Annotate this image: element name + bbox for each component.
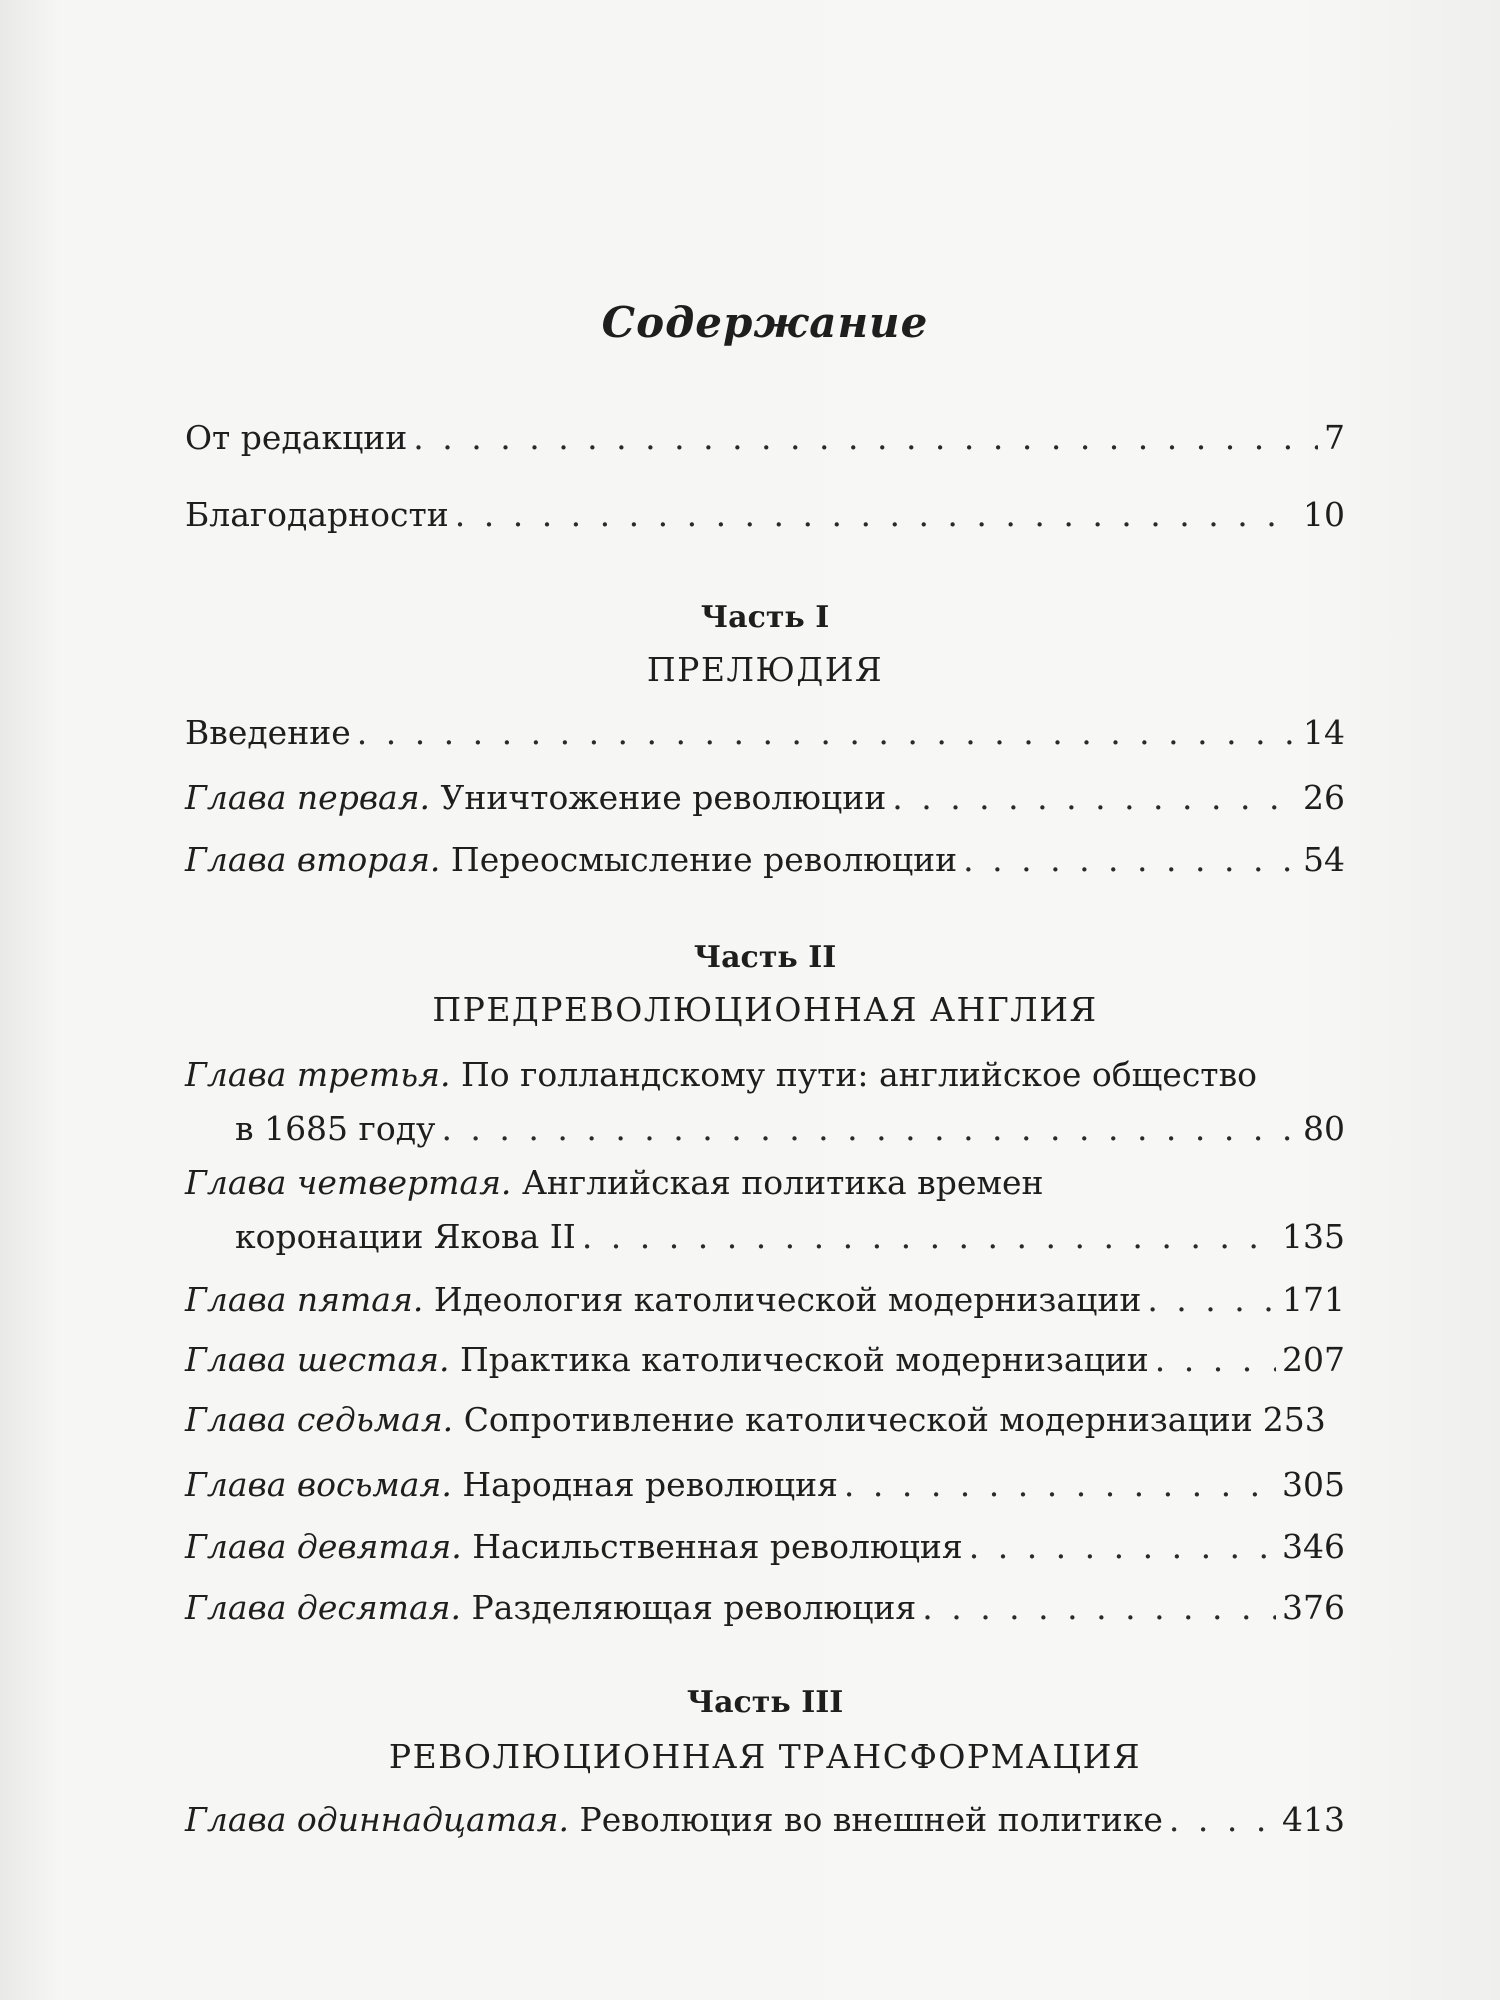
- leader-dots: [582, 1217, 1276, 1257]
- page-number: 14: [1303, 713, 1345, 752]
- toc-entry: [185, 778, 1345, 818]
- toc-entry-text: От редакции: [185, 418, 408, 457]
- toc-entry-text: [185, 1340, 1149, 1380]
- toc-entry: [185, 1055, 1345, 1149]
- toc-entry-text: [185, 778, 886, 818]
- leader-dots: [413, 418, 1318, 458]
- leader-dots: [1147, 1280, 1276, 1320]
- page-number: 376: [1282, 1588, 1345, 1627]
- part-label: Часть III: [686, 1685, 844, 1720]
- part-title: ПРЕЛЮДИЯ: [646, 650, 884, 689]
- page-number: 135: [1282, 1217, 1345, 1256]
- chapter-label: Глава одиннадцатая.: [185, 1800, 570, 1839]
- part-label: Часть II: [693, 940, 837, 975]
- toc-entry-text: [185, 1400, 1253, 1440]
- toc-entry: [185, 1163, 1345, 1257]
- toc-entry: [185, 713, 1345, 753]
- leader-dots: [441, 1109, 1297, 1149]
- page-number: 10: [1303, 495, 1345, 534]
- leader-dots: [1155, 1340, 1276, 1380]
- toc-entry: [185, 1800, 1345, 1840]
- part-title: ПРЕДРЕВОЛЮЦИОННАЯ АНГЛИЯ: [432, 990, 1098, 1029]
- chapter-label: Глава десятая.: [185, 1588, 461, 1627]
- page-number: 80: [1303, 1109, 1345, 1148]
- leader-dots: [1169, 1800, 1276, 1840]
- chapter-label: Глава восьмая.: [185, 1465, 452, 1504]
- toc-entry-text: [185, 1527, 963, 1567]
- page-number: 26: [1303, 778, 1345, 817]
- page-number: 171: [1282, 1280, 1345, 1319]
- chapter-title: Насильственная революция: [472, 1527, 963, 1566]
- chapter-title: Сопротивление католической модернизации: [463, 1400, 1253, 1439]
- chapter-label: Глава вторая.: [185, 840, 441, 879]
- chapter-title: Разделяющая революция: [471, 1588, 917, 1627]
- toc-entry-editorial: [185, 418, 1345, 458]
- toc-entry: [185, 840, 1345, 880]
- chapter-label: Глава девятая.: [185, 1527, 462, 1566]
- toc-entry: [185, 1340, 1345, 1380]
- chapter-title-continued: коронации Якова II: [235, 1217, 576, 1256]
- toc-title: Содержание: [601, 298, 929, 347]
- page-number: 413: [1282, 1800, 1345, 1839]
- toc-entry: [185, 1527, 1345, 1567]
- leader-dots: [455, 495, 1297, 535]
- toc-entry-text: [185, 1280, 1141, 1320]
- leader-dots: [969, 1527, 1276, 1567]
- toc-entry-text: Введение: [185, 713, 351, 752]
- toc-entry-text: [185, 1588, 916, 1628]
- part-title: РЕВОЛЮЦИОННАЯ ТРАНСФОРМАЦИЯ: [388, 1737, 1142, 1776]
- chapter-label: Глава пятая.: [185, 1280, 424, 1319]
- chapter-title: По голландскому пути: английское общество: [460, 1055, 1258, 1094]
- toc-entry-text: [185, 840, 957, 880]
- toc-entry-text: [185, 1465, 838, 1505]
- page-number: 346: [1282, 1527, 1345, 1566]
- leader-dots: [922, 1588, 1276, 1628]
- chapter-label: Глава седьмая.: [185, 1400, 454, 1439]
- toc-entry: [185, 1400, 1345, 1440]
- chapter-title: Практика католической модернизации: [459, 1340, 1149, 1379]
- chapter-label: Глава третья.: [185, 1055, 451, 1094]
- chapter-label: Глава первая.: [185, 778, 431, 817]
- toc-entry: [185, 1280, 1345, 1320]
- chapter-label: Глава шестая.: [185, 1340, 450, 1379]
- chapter-label: Глава четвертая.: [185, 1163, 512, 1202]
- chapter-title-continued: в 1685 году: [235, 1109, 436, 1148]
- toc-entry: [185, 1588, 1345, 1628]
- chapter-title: Английская политика времен: [521, 1163, 1044, 1202]
- page-number: 207: [1282, 1340, 1345, 1379]
- chapter-title: Народная революция: [462, 1465, 838, 1504]
- page-number: 54: [1303, 840, 1345, 879]
- chapter-title: Революция во внешней политике: [579, 1800, 1163, 1839]
- part-label: Часть I: [700, 600, 830, 635]
- toc-entry-text: Благодарности: [185, 495, 449, 534]
- chapter-title: Идеология католической модернизации: [433, 1280, 1142, 1319]
- chapter-title: Переосмысление революции: [450, 840, 958, 879]
- page-number: 305: [1282, 1465, 1345, 1504]
- toc-entry: [185, 1465, 1345, 1505]
- page-number: 253: [1262, 1400, 1326, 1439]
- leader-dots: [963, 840, 1297, 880]
- page-number: 7: [1324, 418, 1345, 457]
- toc-entry-text: [185, 1800, 1163, 1840]
- chapter-title: Уничтожение революции: [440, 778, 887, 817]
- leader-dots: [844, 1465, 1276, 1505]
- leader-dots: [892, 778, 1297, 818]
- leader-dots: [357, 713, 1297, 753]
- toc-entry-acknowledgements: [185, 495, 1345, 535]
